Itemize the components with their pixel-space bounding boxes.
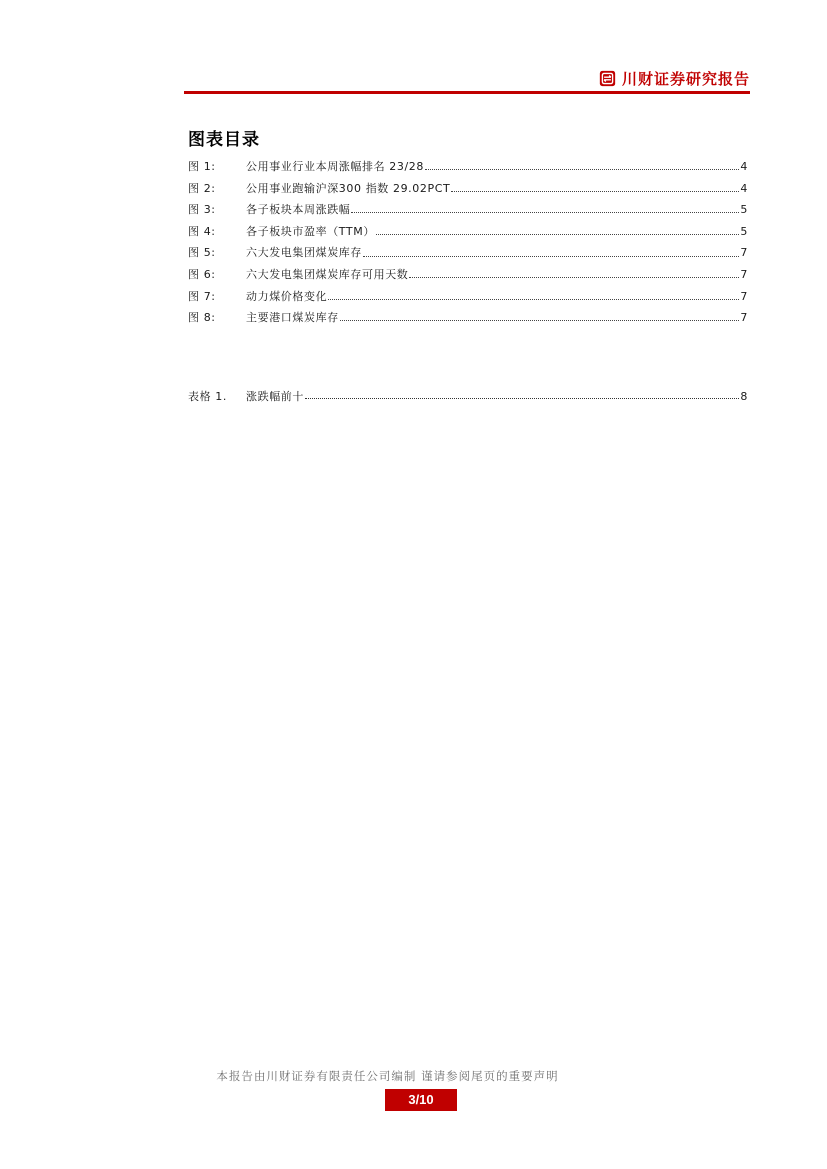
dot-leader xyxy=(340,316,740,321)
toc-entry-number: 图 8: xyxy=(188,311,216,325)
dot-leader xyxy=(328,295,739,300)
toc-entry-figure-2[interactable] xyxy=(188,180,748,202)
toc-entry-figure-7[interactable] xyxy=(188,288,748,310)
toc-entry-figure-3[interactable] xyxy=(188,201,748,223)
dot-leader xyxy=(451,187,739,192)
toc-entry-page: 7 xyxy=(740,246,748,260)
dot-leader xyxy=(305,394,739,399)
toc-entry-table-1[interactable] xyxy=(188,388,748,406)
toc-entry-number: 图 1: xyxy=(188,160,216,173)
toc-entry-title: 公用事业跑输沪深300 指数 29.02PCT xyxy=(246,181,451,195)
toc-entry-page: 7 xyxy=(740,311,748,325)
header-divider xyxy=(184,91,750,94)
toc-entry-number: 图 7: xyxy=(188,289,216,303)
toc-entry-figure-5[interactable] xyxy=(188,244,748,266)
dot-leader xyxy=(376,230,739,235)
page-number-badge: 3/10 xyxy=(385,1089,457,1111)
toc-entry-title: 各子板块市盈率（TTM） xyxy=(246,224,375,238)
toc-entry-figure-1[interactable] xyxy=(188,158,748,180)
toc-entry-title: 六大发电集团煤炭库存可用天数 xyxy=(246,267,409,281)
toc-entry-number: 图 6: xyxy=(188,267,216,281)
toc-entry-figure-8[interactable] xyxy=(188,309,748,331)
toc-entry-number: 图 5: xyxy=(188,246,216,260)
toc-entry-number: 表格 1. xyxy=(188,390,227,403)
chuancai-logo-icon xyxy=(599,70,616,87)
dot-leader xyxy=(363,252,739,257)
toc-entry-figure-4[interactable] xyxy=(188,223,748,245)
toc-entry-title: 动力煤价格变化 xyxy=(246,289,328,303)
dot-leader xyxy=(351,208,739,213)
toc-entry-figure-6[interactable] xyxy=(188,266,748,288)
brand xyxy=(599,68,750,89)
footer-disclaimer: 本报告由川财证券有限责任公司编制 谨请参阅尾页的重要声明 xyxy=(216,1069,559,1083)
figure-toc-list xyxy=(188,158,748,331)
toc-title: 图表目录 xyxy=(188,130,260,150)
toc-entry-title: 涨跌幅前十 xyxy=(246,390,304,403)
toc-entry-page: 7 xyxy=(740,289,748,303)
toc-entry-title: 六大发电集团煤炭库存 xyxy=(246,246,362,260)
table-toc-list xyxy=(188,388,748,406)
toc-entry-number: 图 2: xyxy=(188,181,216,195)
toc-entry-page: 5 xyxy=(740,224,748,238)
toc-entry-title: 主要港口煤炭库存 xyxy=(246,311,339,325)
dot-leader xyxy=(425,165,739,170)
toc-entry-number: 图 3: xyxy=(188,203,216,217)
toc-entry-page: 7 xyxy=(740,267,748,281)
brand-name: 川财证券研究报告 xyxy=(621,70,750,88)
toc-entry-page: 8 xyxy=(740,390,748,403)
page-header xyxy=(184,62,750,96)
toc-entry-page: 5 xyxy=(740,203,748,217)
toc-entry-number: 图 4: xyxy=(188,224,216,238)
toc-entry-title: 公用事业行业本周涨幅排名 23/28 xyxy=(246,160,424,173)
toc-entry-page: 4 xyxy=(740,160,748,173)
dot-leader xyxy=(409,273,739,278)
toc-entry-title: 各子板块本周涨跌幅 xyxy=(246,203,351,217)
toc-entry-page: 4 xyxy=(740,181,748,195)
